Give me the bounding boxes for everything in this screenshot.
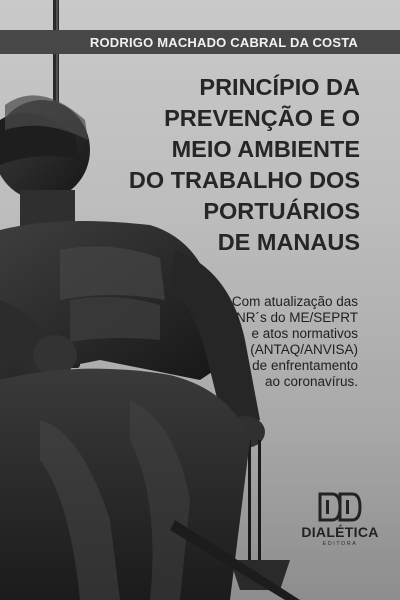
subtitle-line: e atos normativos bbox=[251, 326, 358, 341]
title-line: DO TRABALHO DOS bbox=[128, 167, 360, 193]
title-line: PORTUÁRIOS bbox=[203, 198, 360, 224]
book-subtitle bbox=[232, 294, 358, 390]
subtitle-line: ao coronavírus. bbox=[264, 374, 358, 389]
subtitle-line: Com atualização das bbox=[231, 294, 358, 309]
title-line: PRINCÍPIO DA bbox=[199, 74, 360, 100]
publisher-subtitle: EDITORA bbox=[322, 541, 358, 547]
author-name: RODRIGO MACHADO CABRAL DA COSTA bbox=[89, 34, 358, 50]
publisher-logo bbox=[300, 492, 380, 547]
subtitle-line: de enfrentamento bbox=[252, 358, 358, 373]
book-title bbox=[129, 72, 360, 258]
publisher-mark-icon bbox=[318, 492, 362, 522]
title-line: DE MANAUS bbox=[217, 229, 360, 255]
publisher-name: DIALÉTICA bbox=[301, 524, 379, 540]
title-line: PREVENÇÃO E O bbox=[164, 105, 360, 131]
title-line: MEIO AMBIENTE bbox=[171, 136, 360, 162]
author-band bbox=[0, 30, 400, 54]
subtitle-line: (ANTAQ/ANVISA) bbox=[250, 342, 358, 357]
subtitle-line: NR´s do ME/SEPRT bbox=[235, 310, 358, 325]
